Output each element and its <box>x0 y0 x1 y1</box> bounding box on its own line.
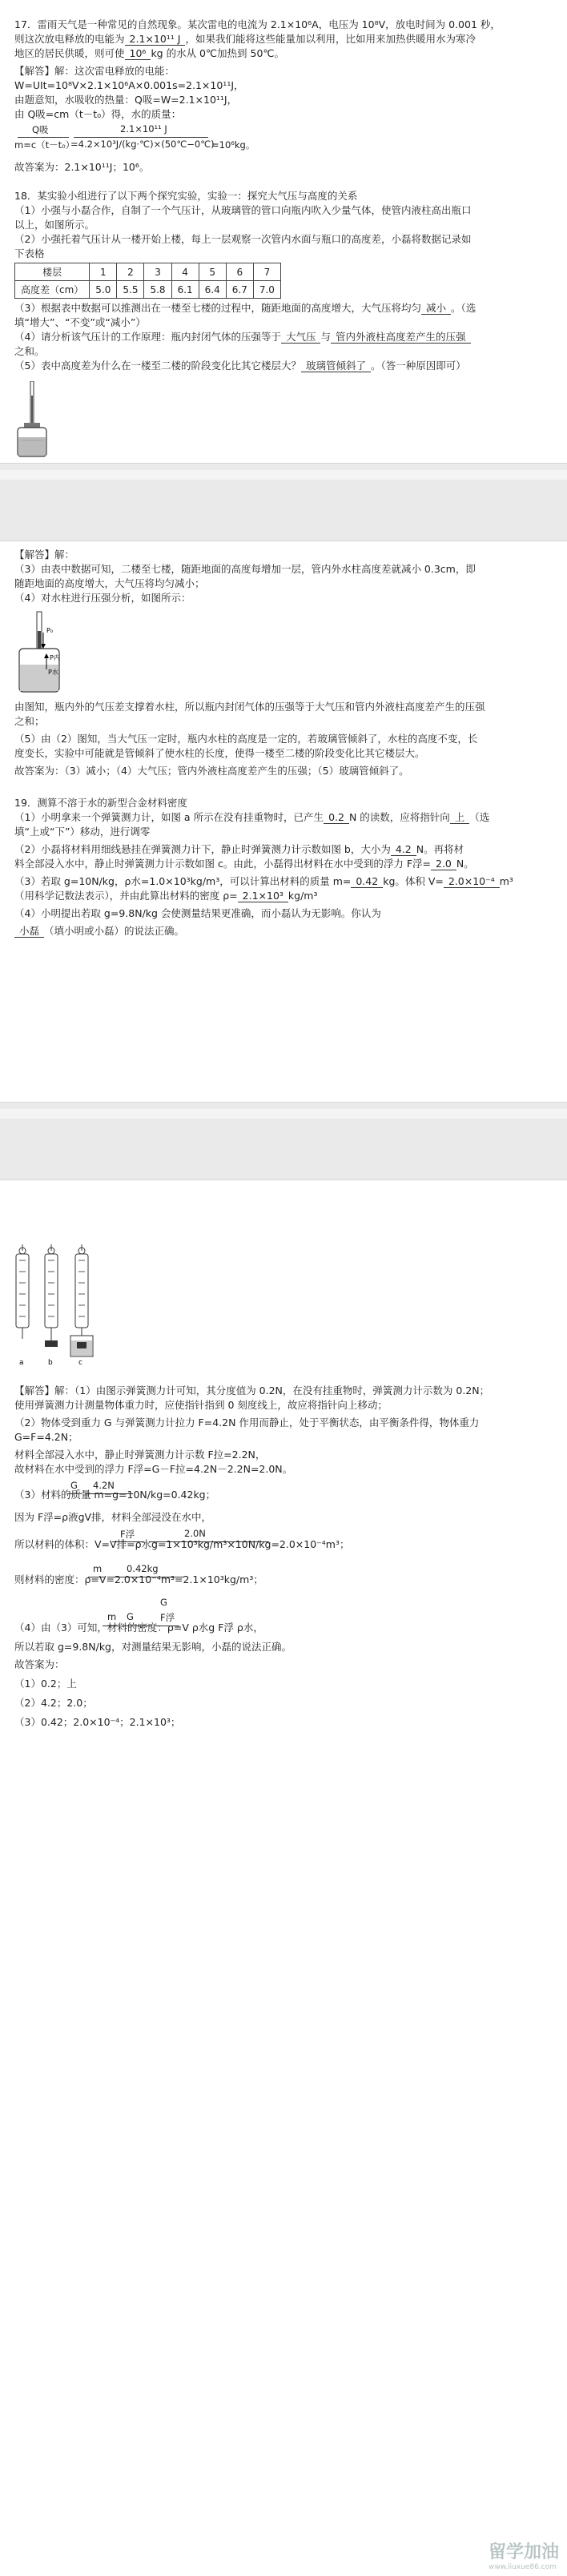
q18-line-5: 下表格 <box>14 247 45 259</box>
frac-energy-num: 2.1×10¹¹ J <box>120 123 167 135</box>
page-2 <box>0 541 567 1102</box>
spring-scales-figure <box>11 1244 99 1371</box>
q19-answer-3: （3）0.42；2.0×10⁻⁴；2.1×10³； <box>14 1716 181 1728</box>
page-separator <box>0 463 567 541</box>
q19-sol-2: （2）物体受到重力 G 与弹簧测力计拉力 F=4.2N 作用而静止，处于平衡状态，由平衡条件得，物体重力 <box>14 1417 480 1429</box>
page-3 <box>0 1180 567 2576</box>
pressure-diagram <box>14 609 72 695</box>
q18-line-6: （3）根据表中数据可以推测出在一楼至七楼的过程中，随距地面的高度增大，大气压将均匀 减小 。（选 <box>14 302 477 314</box>
watermark-logo: 留学加油 www.liuxue86.com <box>488 2542 559 2571</box>
height-table <box>14 263 281 299</box>
q19-line-1: 19．测算不溶于水的新型合金材料密度 <box>14 797 187 809</box>
q19-line-6: （3）若取 g=10N/kg，ρ水=1.0×10³kg/m³，可以计算出材料的质量 m= 0.42 kg。体积 V= 2.0×10⁻⁴ m³ <box>14 875 513 887</box>
caption-c: c <box>78 1359 82 1367</box>
q19-sol-mass: （3）材料的质量 m=g=10N/kg=0.42kg； <box>14 1489 216 1501</box>
q19-sol-5: 故材料在水中受到的浮力 F浮=G－F拉=4.2N－2.2N=2.0N。 <box>14 1463 293 1475</box>
q18-sol-5: 之和； <box>14 715 45 727</box>
caption-a: a <box>19 1359 24 1367</box>
q18-sol-1: （3）由表中数据可知，二楼至七楼，随距地面的高度每增加一层，管内外水柱高度差就减小 0.3cm，即 <box>14 563 476 575</box>
q18-sol-2: 随距地面的高度增大，大气压将均匀减小； <box>14 577 205 589</box>
q18-solution-head: 【解答】解： <box>14 549 75 561</box>
q18-line-10: （5）表中高度差为什么在一楼至二楼的阶段变化比其它楼层大？ 玻璃管倾斜了 。（答一种原因即可） <box>14 360 466 372</box>
q19-sol-volume: 所以材料的体积：V=V排=ρ水g=1×10³kg/m³×10N/kg=2.0×10⁻⁴m³； <box>14 1538 350 1550</box>
q18-line-8: （4）请分析该气压计的工作原理：瓶内封闭气体的压强等于 大气压 与 管内外液柱高度差产生的压强 <box>14 330 553 344</box>
q19-solution-head: 【解答】解：（1）由图示弹簧测力计可知，其分度值为 0.2N，在没有挂重物时，弹簧测力计示数为 0.2N； <box>14 1384 490 1397</box>
q18-sol-4: 由图知，瓶内外的气压差支撑着水柱，所以瓶内封闭气体的压强等于大气压和管内外液柱高度差产生的压强 <box>14 701 485 713</box>
label-p-in: P内 <box>50 654 60 661</box>
q17-solution-head: 【解答】解：这次雷电释放的电能： <box>14 65 175 77</box>
q18-sol-6: （5）由（2）图知，当大气压一定时，瓶内水柱的高度是一定的，若玻璃管倾斜了，水柱的高度不变，长 <box>14 733 478 745</box>
q19-sol-1: 使用弹簧测力计测量物体重力时，应使指针指到 0 刻度线上，故应将指针向上移动； <box>14 1399 388 1411</box>
table-row: 高度差（cm） 5.0 5.5 5.8 6.1 6.4 6.7 7.0 <box>15 281 281 299</box>
scale-b <box>45 1244 58 1367</box>
frac-m-4: m <box>107 1611 117 1622</box>
q18-answer: 故答案为：（3）减小；（4）大气压；管内外液柱高度差产生的压强；（5）玻璃管倾斜了。 <box>14 765 409 777</box>
q19-answer-head: 故答案为： <box>14 1658 65 1670</box>
scale-a <box>16 1244 29 1367</box>
frac-42-num: 4.2N <box>93 1480 115 1491</box>
caption-b: b <box>48 1359 53 1367</box>
q17-line-2: 则这次放电释放的电能为 2.1×10¹¹ J ，如果我们能将这些能量加以利用，比如用来加热供暖用水为寒冷 <box>14 33 476 45</box>
q17-line-1: 17．雷雨天气是一种常见的自然现象。某次雷电的电流为 2.1×10⁶A，电压为 10⁸V，放电时间为 0.001 秒， <box>14 18 501 30</box>
q17-line-3: 地区的居民供暖，则可使 10⁶ kg 的水从 0℃加热到 50℃。 <box>14 47 284 59</box>
blank-mass: 10⁶ <box>125 47 151 60</box>
barometer-figure <box>14 381 50 458</box>
q18-line-4: （2）小强托着气压计从一楼开始上楼，每上一层观察一次管内水面与瓶口的高度差，小磊将数据记录如 <box>14 233 472 245</box>
frac-q-den: m=c（t－t₀） <box>14 139 75 151</box>
q18-line-1: 18．某实验小组进行了以下两个探究实验，实验一：探究大气压与高度的关系 <box>14 190 358 202</box>
frac-g-outer: G <box>160 1597 167 1608</box>
page-separator <box>0 1102 567 1180</box>
q19-sol-7: 所以若取 g=9.8N/kg，对测量结果无影响，小磊的说法正确。 <box>14 1641 292 1653</box>
label-p-water: P水 <box>48 669 58 676</box>
frac-042-num: 0.42kg <box>127 1563 159 1574</box>
frac-g-4: G <box>127 1611 134 1622</box>
frac-m-num: m <box>93 1563 103 1574</box>
q18-line-7: 填“增大”、“不变”或“减小”） <box>14 316 146 328</box>
blank-energy: 2.1×10¹¹ J <box>125 33 186 46</box>
q17-answer: 故答案为：2.1×10¹¹J；10⁶。 <box>14 161 150 173</box>
frac-g-num: G <box>70 1480 78 1491</box>
q18-sol-3: （4）对水柱进行压强分析，如图所示： <box>14 592 191 604</box>
q17-solution-formula: 由 Q吸=cm（t－t₀）得，水的质量： <box>14 108 182 120</box>
q19-line-9: 小磊 （填小明或小磊）的说法正确。 <box>14 924 553 938</box>
q19-line-4: （2）小磊将材料用细线悬挂在弹簧测力计下，静止时弹簧测力计示数如图 b，大小为 4.2 N。再将材 <box>14 843 464 855</box>
frac-energy-den: =4.2×10³J/(kg·℃)×(50℃−0℃) <box>70 139 215 150</box>
q19-sol-conclusion: （4）由（3）可知，材料的密度：ρ=V ρ水g F浮 ρ水， <box>14 1622 263 1634</box>
frac-q-num: Q吸 <box>32 124 49 135</box>
q19-line-5: 料全部浸入水中，静止时弹簧测力计示数如图 c。由此，小磊得出材料在水中受到的浮力 F浮= 2.0 N。 <box>14 858 474 870</box>
table-row: 楼层 1 2 3 4 5 6 7 <box>15 263 281 281</box>
frac-2n-num: 2.0N <box>184 1528 206 1539</box>
frac-fbuoy-4: F浮 <box>160 1612 175 1623</box>
q19-line-8: （4）小明提出若取 g=9.8N/kg 会使测量结果更准确，而小磊认为无影响。你认为 <box>14 907 381 919</box>
label-p0: P₀ <box>46 627 54 634</box>
q19-line-2: （1）小明拿来一个弹簧测力计，如图 a 所示在没有挂重物时，已产生 0.2 N 的读数，应将指针向 上 （选 <box>14 811 490 823</box>
q19-line-3: 填“上或“下”）移动，进行调零 <box>14 826 151 838</box>
frac-fbuoy-num: F浮 <box>120 1529 135 1540</box>
mass-result: =10⁶kg。 <box>211 139 255 151</box>
scale-c <box>70 1244 93 1367</box>
q19-answer-1: （1）0.2；上 <box>14 1678 77 1690</box>
q18-sol-7: 度变长，实验中可能就是管倾斜了使水柱的长度，使得一楼至二楼的阶段变化比其它楼层大。 <box>14 747 425 759</box>
q19-sol-6: 因为 F浮=ρ液gV排，材料全部浸没在水中， <box>14 1511 212 1523</box>
q18-line-9: 之和。 <box>14 345 45 357</box>
q19-answer-2: （2）4.2；2.0； <box>14 1697 93 1709</box>
q18-line-2: （1）小强与小磊合作，自制了一个气压计，从玻璃管的管口向瓶内吹入少量气体，使管内液柱高出瓶口 <box>14 204 472 216</box>
q19-line-7: （用科学记数法表示），并由此算出材料的密度 ρ= 2.1×10³ kg/m³ <box>14 890 318 902</box>
q19-sol-3: G=F=4.2N； <box>14 1431 78 1443</box>
q19-sol-4: 材料全部浸入水中，静止时弹簧测力计示数 F拉=2.2N， <box>14 1449 266 1461</box>
q17-solution-q: 由题意知，水吸收的热量：Q吸=W=2.1×10¹¹J， <box>14 94 238 106</box>
q17-solution-w: W=UIt=10⁸V×2.1×10⁶A×0.001s=2.1×10¹¹J， <box>14 79 244 91</box>
page-1 <box>0 0 567 376</box>
q18-line-3: 以上，如图所示。 <box>14 219 95 231</box>
q19-sol-density: 则材料的密度：ρ=V=2.0×10⁻⁴m³=2.1×10³kg/m³； <box>14 1573 263 1585</box>
